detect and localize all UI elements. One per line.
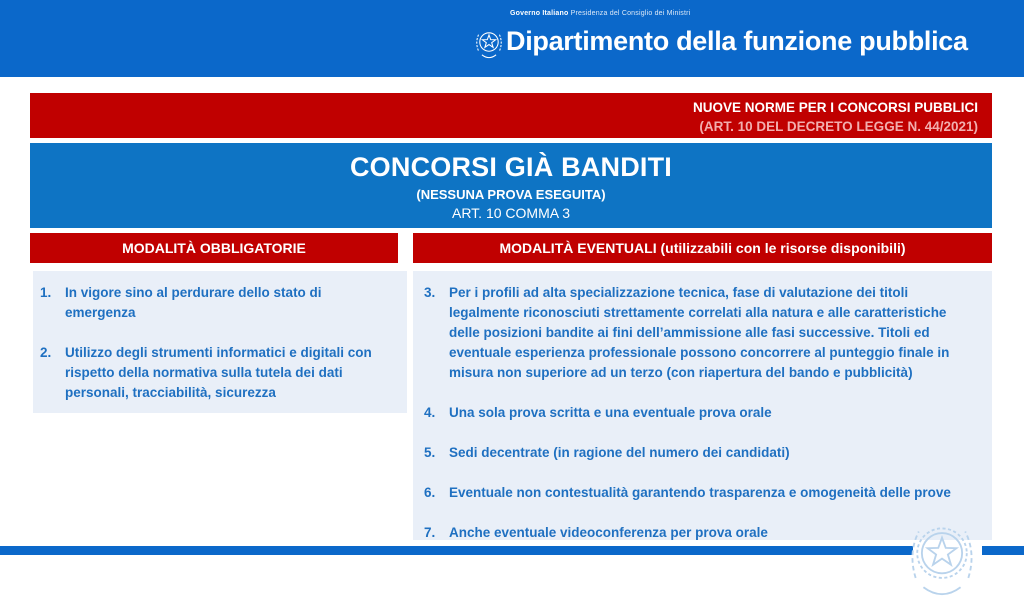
list-item xyxy=(424,283,974,383)
list-item-text: Utilizzo degli strumenti informatici e digitali con rispetto della normativa sulla tutela dei dati personali, tracciabilità, sicurezza xyxy=(65,345,372,400)
red-banner-subtitle: (ART. 10 DEL DECRETO LEGGE N. 44/2021) xyxy=(699,119,978,134)
list-item-number: 2. xyxy=(40,345,52,360)
list-item-text: Sedi decentrate (in ragione del numero dei candidati) xyxy=(449,445,790,460)
list-item-number: 3. xyxy=(424,285,436,300)
list-item-number: 4. xyxy=(424,405,436,420)
red-banner xyxy=(30,93,992,138)
agency-line-rest: Presidenza del Consiglio dei Ministri xyxy=(568,10,691,17)
list-item xyxy=(424,483,974,503)
list-item-text: Eventuale non contestualità garantendo trasparenza e omogeneità delle prove xyxy=(449,485,951,500)
bottom-bar-left-segment xyxy=(0,546,913,555)
list-item-number: 5. xyxy=(424,445,436,460)
list-item xyxy=(424,443,974,463)
blue-banner xyxy=(30,143,992,228)
list-item-number: 7. xyxy=(424,525,436,540)
agency-line xyxy=(510,10,690,17)
right-column-content xyxy=(413,271,992,540)
list-item xyxy=(40,343,393,403)
left-column-header: MODALITÀ OBBLIGATORIE xyxy=(30,233,398,263)
right-column-header: MODALITÀ EVENTUALI (utilizzabili con le risorse disponibili) xyxy=(413,233,992,263)
list-item-text: Anche eventuale videoconferenza per prova orale xyxy=(449,525,768,540)
list-item xyxy=(424,403,974,423)
list-item xyxy=(40,283,393,323)
italian-republic-emblem-watermark-icon xyxy=(902,516,982,612)
list-item-number: 1. xyxy=(40,285,52,300)
bottom-bar-right-segment xyxy=(982,546,1024,555)
agency-line-bold: Governo Italiano xyxy=(510,10,569,17)
italian-republic-emblem-icon xyxy=(472,25,506,69)
list-item-number: 6. xyxy=(424,485,436,500)
blue-banner-title: CONCORSI GIÀ BANDITI xyxy=(349,152,672,182)
top-header-bar xyxy=(0,0,1024,77)
list-item xyxy=(424,523,974,543)
list-item-text: In vigore sino al perdurare dello stato di emergenza xyxy=(65,285,322,320)
page-title: Dipartimento della funzione pubblica xyxy=(506,26,968,56)
blue-banner-subtitle2: ART. 10 COMMA 3 xyxy=(451,205,570,221)
list-item-text: Una sola prova scritta e una eventuale prova orale xyxy=(449,405,772,420)
blue-banner-subtitle1: (NESSUNA PROVA ESEGUITA) xyxy=(416,187,606,202)
left-column-content xyxy=(33,271,407,413)
list-item-text: Per i profili ad alta specializzazione tecnica, fase di valutazione dei titoli legalmente riconosciuti strettamente correlati alla natura e alle caratteristiche delle posizioni bandite ai fini dell’ammissione alle fasi successive. Titoli ed eventuale esperienza professionale possono concorrere al punteggio finale in misura non superiore ad un terzo (con riapertura del bando e pubblicità) xyxy=(449,285,950,380)
red-banner-title: NUOVE NORME PER I CONCORSI PUBBLICI xyxy=(692,100,978,115)
